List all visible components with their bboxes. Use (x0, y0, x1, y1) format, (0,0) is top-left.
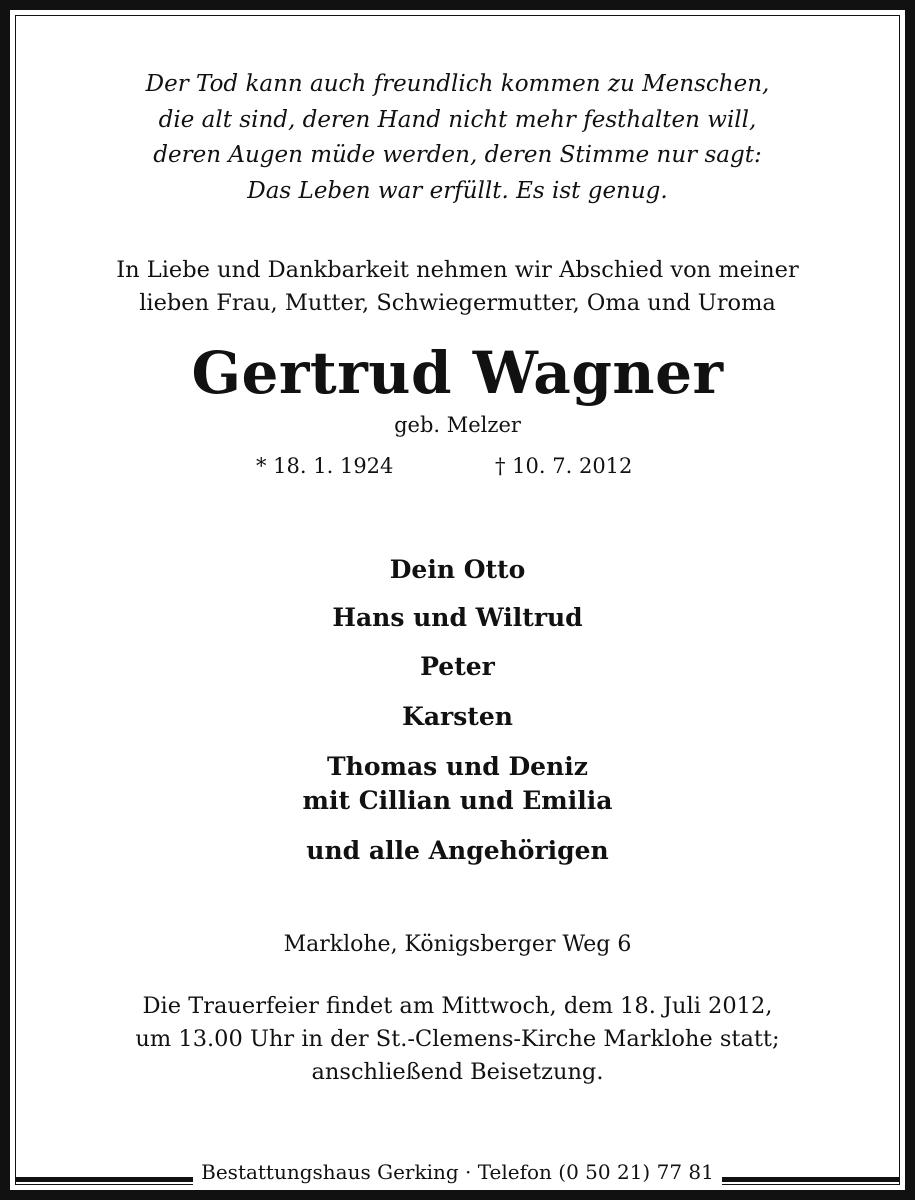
poem-line: die alt sind, deren Hand nicht mehr festhalten will, (158, 106, 757, 133)
poem-line: deren Augen müde werden, deren Stimme nur sagt: (153, 142, 762, 168)
funeral-home-footer (0, 1158, 915, 1186)
poem-line: Das Leben war erfüllt. Es ist genug. (247, 177, 668, 204)
mourner-entry: Hans und Wiltrud (332, 603, 583, 632)
deceased-name: Gertrud Wagner (191, 339, 724, 407)
birth-date: * 18. 1. 1924 (256, 454, 394, 478)
intro-line: In Liebe und Dankbarkeit nehmen wir Abschied von meiner (116, 257, 799, 283)
mourner-entry: Dein Otto (389, 555, 526, 584)
intro-line: lieben Frau, Mutter, Schwiegermutter, Oma und Uroma (139, 290, 776, 316)
maiden-name: geb. Melzer (394, 413, 521, 437)
funeral-home-contact: Bestattungshaus Gerking · Telefon (0 50 21) 77 81 (193, 1158, 722, 1186)
memorial-poem (0, 67, 915, 209)
mourner-entry: Thomas und Deniz (327, 752, 588, 781)
mourner-entry: mit Cillian und Emilia (302, 786, 613, 815)
service-line: Die Trauerfeier findet am Mittwoch, dem 18. Juli 2012, (142, 993, 773, 1019)
service-line: um 13.00 Uhr in der St.-Clemens-Kirche Marklohe statt; (135, 1026, 780, 1052)
funeral-service-info (0, 990, 915, 1089)
death-date: † 10. 7. 2012 (495, 454, 633, 478)
mourner-entry: und alle Angehörigen (306, 836, 609, 865)
address: Marklohe, Königsberger Weg 6 (283, 932, 632, 957)
service-line: anschließend Beisetzung. (311, 1059, 604, 1085)
poem-line: Der Tod kann auch freundlich kommen zu Menschen, (145, 71, 770, 97)
mourner-entry: Karsten (402, 702, 513, 731)
farewell-intro (0, 254, 915, 320)
mourner-entry: Peter (420, 652, 495, 681)
